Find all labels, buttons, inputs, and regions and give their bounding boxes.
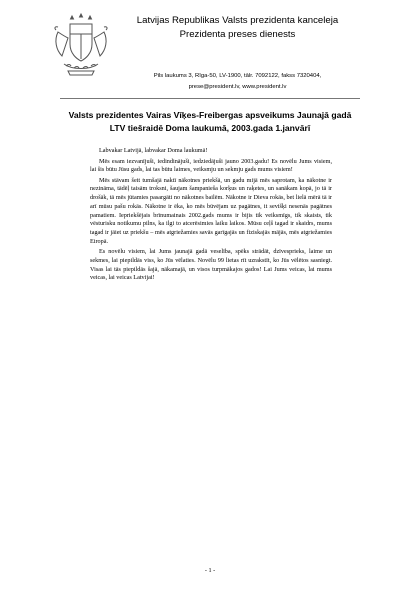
- body-paragraph-1: Mēs esam iezvanījuši, iedindinājuši, iedziedājuši jauno 2003.gadu! Es novēlu Jums visiem, lai šis būtu Jūsu gads, lai tas būtu laimes, veiksmju un sekmju gads mums visiem!: [90, 157, 332, 174]
- contact-address-line: Pils laukums 3, Rīga-50, LV-1900, tālr. 7092122, fakss 7320404,: [153, 73, 322, 79]
- greeting-paragraph: Labvakar Latvijā, labvakar Doma laukumā!: [99, 147, 208, 154]
- organization-name: [110, 14, 365, 42]
- header-divider: [60, 98, 360, 99]
- document-title: [52, 109, 368, 135]
- document-body: [90, 147, 332, 285]
- body-paragraph-2: Mēs stāvam šeit tumšajā naktī nākotnes priekšā, un gadu mijā mēs saprotam, ka nākotne ir nezināma, tādēļ taisām troksni, šaujam šampanieša korķus un raķetes, un sanākam kopā, jo tā ir drošāk, tā mēs jūtamies pasargāti no nākotnes bailēm. Nākotne ir Dieva rokās, bet lielā mērā tā ir arī mūsu pašu rokās. Nākotne ir ēka, ko mēs būvējam uz pagātnes, it sevišķi nesenās pagātnes pamatiem. Iepriekšējais brīnumainais 2002.gads mums ir bijis tik veiksmīgs, tik skaists, tik vēsturisku notikumu pilns, ka ilgi to atcerēsimies laiku laikos. Mūsu ceļš tagad ir skaidrs, mums tagad ir jāiet uz priekšu – mēs atgriežamies savās garīgajās un fiziskajās mājās, mēs atgriežamies Eiropā.: [90, 176, 332, 245]
- organization-line-1: Latvijas Republikas Valsts prezidenta kanceleja: [136, 15, 339, 26]
- contact-web-line: prese@president.lv, www.president.lv: [188, 84, 287, 90]
- latvian-coat-of-arms-icon: [52, 10, 110, 80]
- organization-line-2: Prezidenta preses dienests: [179, 29, 296, 40]
- title-line-1: Valsts prezidentes Vairas Vīķes-Freibergas apsveikums Jaunajā gadā: [68, 110, 352, 120]
- page-number: - 1 -: [204, 567, 216, 574]
- body-paragraph-3: Es novēlu visiem, lai Jums jaunajā gadā veselība, spēks strādāt, dzīvesprieks, laime un sekmes, lai piepildās viss, ko Jūs vēlaties. Novēlu 99 lietas rīt uzrakstīt, ko Jūs vēlētos sasniegt. Visas lai tās piepildās šajā, nākamajā, un visos turpmākajos gados! Lai Jums veicas, lai mums veicas, lai veicas Latvijai!: [90, 248, 332, 282]
- title-line-2: LTV tiešraidē Doma laukumā, 2003.gada 1.janvārī: [109, 123, 311, 133]
- contact-info: [110, 71, 365, 93]
